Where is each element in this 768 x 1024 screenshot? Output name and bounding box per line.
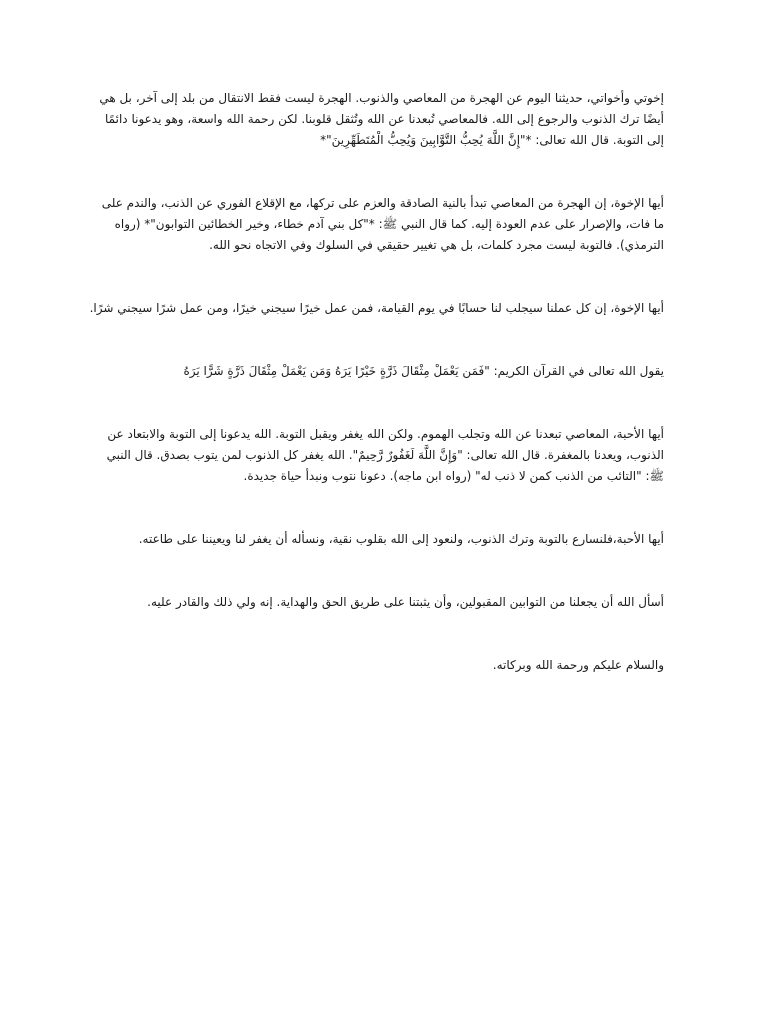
paragraph-closing: والسلام عليكم ورحمة الله وبركاته. — [492, 658, 664, 672]
document-body — [88, 88, 664, 676]
paragraph-forgiveness: أيها الأحبة، المعاصي تبعدنا عن الله وتجلب الهموم. ولكن الله يغفر ويقبل التوبة. الله يدعونا إلى التوبة والابتعاد عن الذنوب، ويعدنا بالمغفرة. قال الله تعالى: "وَإِنَّ اللَّهَ لَغَفُورٌ رَّحِيمٌ". الله يغفر كل الذنوب لمن يتوب بصدق. قال النبي ﷺ: "التائب من الذنب كمن لا ذنب له" (رواه ابن ماجه). دعونا نتوب ونبدأ حياة جديدة. — [106, 427, 664, 483]
paragraph-quran-verse: يقول الله تعالى في القرآن الكريم: "فَمَن يَعْمَلْ مِثْقَالَ ذَرَّةٍ خَيْرًا يَرَهُ وَمَن يَعْمَلْ مِثْقَالَ ذَرَّةٍ شَرًّا يَرَهُ — [183, 364, 664, 378]
paragraph-call-to-action: أيها الأحبة،فلنسارع بالتوبة وترك الذنوب، ولنعود إلى الله بقلوب نقية، ونسأله أن يغفر لنا ويعيننا على طاعته. — [138, 532, 664, 546]
paragraph-repentance-steps: أيها الإخوة، إن الهجرة من المعاصي تبدأ بالنية الصادقة والعزم على تركها، مع الإقلاع الفوري عن الذنب، والندم على ما فات، والإصرار على عدم العودة إليه. كما قال النبي ﷺ: *"كل بني آدم خطاء، وخير الخطائين التوابون"* (رواه الترمذي). فالتوبة ليست مجرد كلمات، بل هي تغيير حقيقي في السلوك وفي الاتجاه نحو الله. — [101, 196, 664, 252]
paragraph-accountability: أيها الإخوة، إن كل عملنا سيجلب لنا حسابًا في يوم القيامة، فمن عمل خيرًا سيجني خيرًا، ومن عمل شرًا سيجني شرًا. — [89, 301, 664, 315]
paragraph-supplication: أسأل الله أن يجعلنا من التوابين المقبولين، وأن يثبتنا على طريق الحق والهداية. إنه ولي ذلك والقادر عليه. — [147, 595, 664, 609]
paragraph-intro: إخوتي وأخواتي، حديثنا اليوم عن الهجرة من المعاصي والذنوب. الهجرة ليست فقط الانتقال من بلد إلى آخر، بل هي أيضًا ترك الذنوب والرجوع إلى الله. فالمعاصي تُبعدنا عن الله وتُثقل قلوبنا. لكن رحمة الله واسعة، وهو يدعونا دائمًا إلى التوبة. قال الله تعالى: *"إِنَّ اللَّهَ يُحِبُّ التَّوَّابِينَ وَيُحِبُّ الْمُتَطَهِّرِينَ"* — [99, 91, 664, 147]
